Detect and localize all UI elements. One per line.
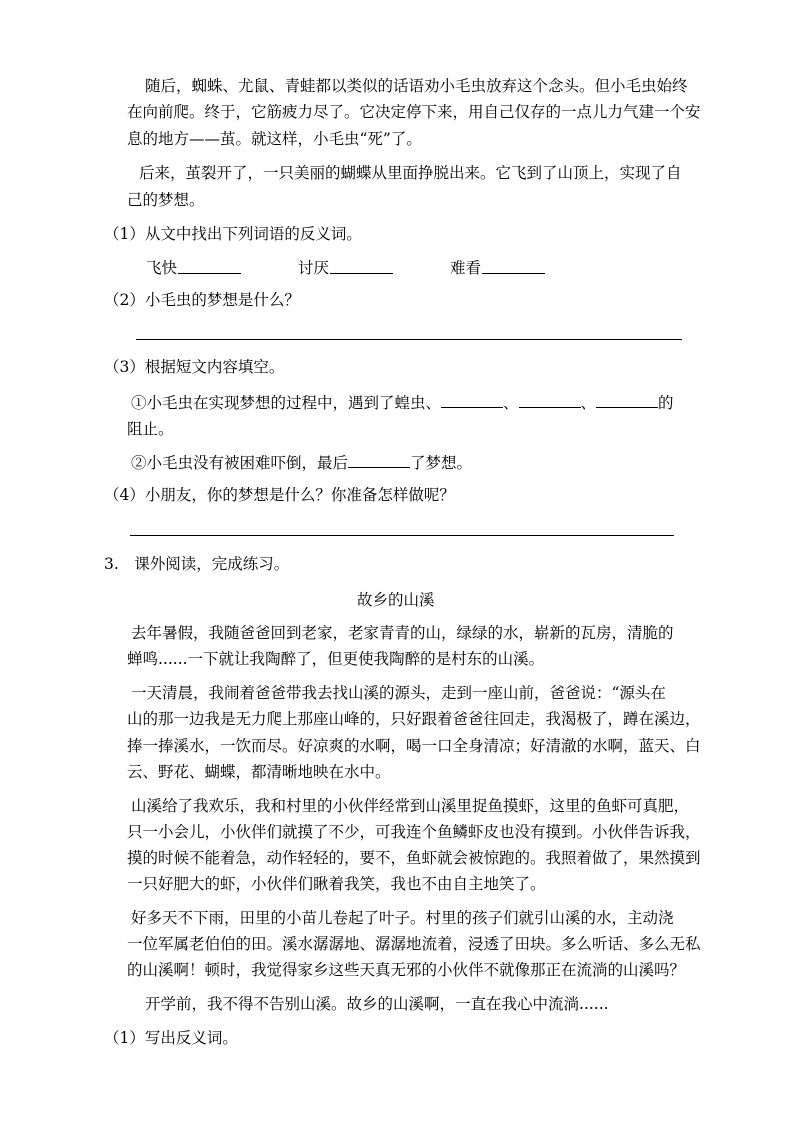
antonym-word-1: 飞快 (146, 259, 178, 277)
question-4: （4）小朋友，你的梦想是什么？你准备怎样做呢？ (104, 486, 455, 504)
passage-line: 息的地方——茧。就这样，小毛虫“死”了。 (127, 130, 422, 148)
question-1: （1）写出反义词。 (104, 1029, 238, 1047)
separator: 、 (580, 394, 597, 412)
fill-text: ①小毛虫在实现梦想的过程中，遇到了蝗虫、 (131, 394, 442, 412)
antonym-word-2: 讨厌 (298, 259, 330, 277)
question-1: （1）从文中找出下列词语的反义词。 (104, 225, 362, 243)
answer-blank[interactable] (519, 393, 581, 408)
question-3: （3）根据短文内容填空。 (104, 358, 285, 376)
antonym-word-3: 难看 (450, 259, 482, 277)
passage-line: 一位军属老伯伯的田。溪水潺潺地、潺潺地流着，浸透了田块。多么听话、多么无私 (127, 935, 701, 953)
question-2: （2）小毛虫的梦想是什么？ (104, 291, 300, 309)
answer-blank[interactable] (482, 272, 545, 274)
fill-in-line: 阻止。 (127, 420, 174, 438)
fill-text: 了梦想。 (410, 454, 473, 472)
answer-line[interactable] (130, 535, 674, 536)
answer-blank[interactable] (348, 453, 410, 468)
fill-text: ②小毛虫没有被困难吓倒，最后 (131, 454, 349, 472)
passage-line: 好多天不下雨，田里的小苗儿卷起了叶子。村里的孩子们就引山溪的水，主动浇 (131, 909, 674, 927)
passage-line: 山的那一边我是无力爬上那座山峰的，只好跟着爸爸往回走，我渴极了，蹲在溪边， (127, 710, 701, 728)
fill-text: 的 (658, 394, 674, 412)
passage-line: 只一小会儿，小伙伴们就摸了不少，可我连个鱼鳞虾皮也没有摸到。小伙伴告诉我， (127, 823, 701, 841)
passage-line: 山溪给了我欢乐，我和村里的小伙伴经常到山溪里捉鱼摸虾，这里的鱼虾可真肥， (131, 797, 690, 815)
passage-line: 去年暑假，我随爸爸回到老家，老家青青的山，绿绿的水，崭新的瓦房，清脆的 (131, 624, 674, 642)
separator: 、 (503, 394, 519, 412)
passage-line: 随后，蜘蛛、尤鼠、青蛙都以类似的话语劝小毛虫放弃这个念头。但小毛虫始终 (145, 77, 688, 95)
passage-line: 的山溪啊！顿时，我觉得家乡这些天真无邪的小伙伴不就像那正在流淌的山溪吗？ (127, 961, 686, 979)
answer-blank[interactable] (441, 393, 503, 408)
passage-line: 摸的时候不能着急，动作轻轻的，要不，鱼虾就会被惊跑的。我照着做了，果然摸到 (127, 849, 701, 867)
passage-title: 故乡的山溪 (357, 591, 435, 609)
fill-in-line (131, 391, 674, 415)
answer-blank[interactable] (178, 272, 241, 274)
passage-line: 蝉鸣......一下就让我陶醉了，但更使我陶醉的是村东的山溪。 (127, 650, 545, 668)
answer-blank[interactable] (596, 393, 658, 408)
section-heading: 3. 课外阅读，完成练习。 (104, 555, 290, 573)
passage-line: 在向前爬。终于，它筋疲力尽了。它决定停下来，用自己仅存的一点儿力气建一个安 (127, 103, 701, 121)
passage-line: 后来，茧裂开了，一只美丽的蝴蝶从里面挣脱出来。它飞到了山顶上，实现了自 (139, 164, 682, 182)
answer-line[interactable] (136, 339, 682, 340)
passage-line: 一只好肥大的虾，小伙伴们瞅着我笑，我也不由自主地笑了。 (127, 875, 546, 893)
passage-line: 捧一捧溪水，一饮而尽。好凉爽的水啊，喝一口全身清凉；好清澈的水啊，蓝天、白 (127, 737, 701, 755)
fill-in-line (131, 451, 472, 475)
passage-line: 开学前，我不得不告别山溪。故乡的山溪啊，一直在我心中流淌...... (145, 995, 609, 1013)
answer-blank[interactable] (330, 272, 393, 274)
passage-line: 一天清晨，我闹着爸爸带我去找山溪的源头，走到一座山前，爸爸说：“源头在 (131, 684, 666, 702)
passage-line: 己的梦想。 (127, 191, 205, 209)
passage-line: 云、野花、蝴蝶，都清晰地映在水中。 (127, 763, 391, 781)
